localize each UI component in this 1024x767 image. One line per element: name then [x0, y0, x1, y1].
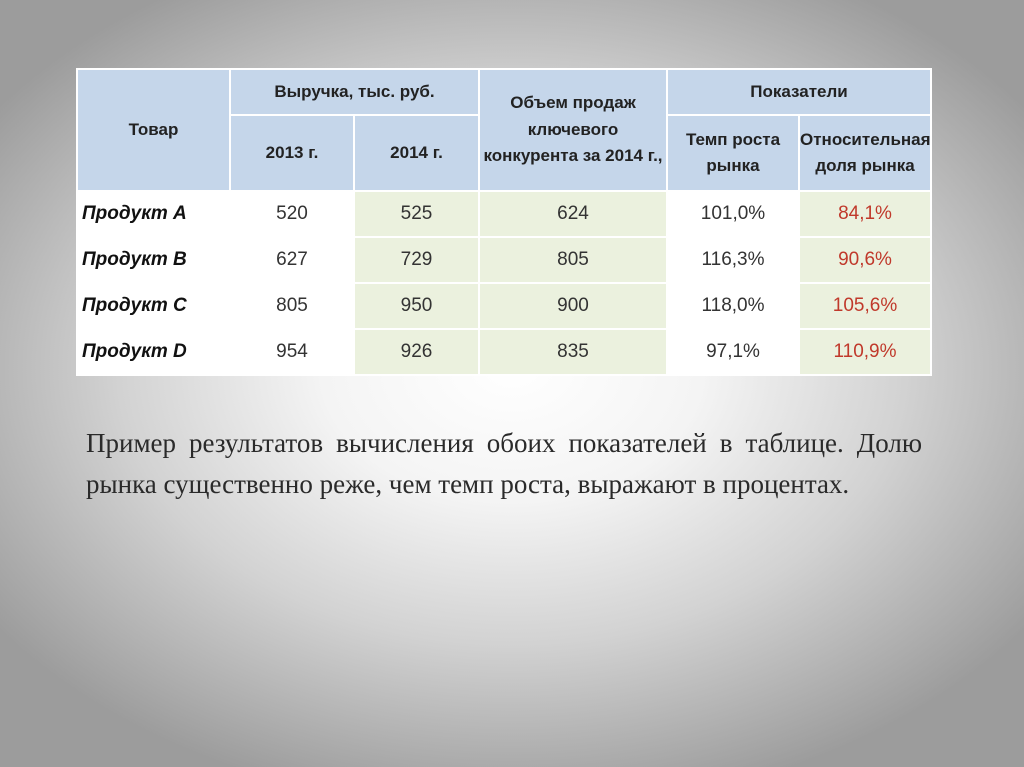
header-year-2013: 2013 г. — [230, 115, 354, 191]
market-share: 105,6% — [799, 283, 931, 329]
header-revenue: Выручка, тыс. руб. — [230, 69, 479, 115]
product-name: Продукт В — [77, 237, 230, 283]
revenue-2013: 520 — [230, 191, 354, 237]
table-row — [77, 329, 931, 375]
product-name: Продукт С — [77, 283, 230, 329]
market-growth: 116,3% — [667, 237, 799, 283]
table-row — [77, 237, 931, 283]
header-year-2014: 2014 г. — [354, 115, 479, 191]
revenue-2014: 525 — [354, 191, 479, 237]
header-share: Относительная доля рынка — [799, 115, 931, 191]
market-growth: 118,0% — [667, 283, 799, 329]
table-row — [77, 191, 931, 237]
caption-text: Пример результатов вычисления обоих показателей в таблице. Долю рынка существенно реже, чем темп роста, выражают в процентах. — [86, 428, 922, 499]
revenue-2014: 729 — [354, 237, 479, 283]
market-growth: 101,0% — [667, 191, 799, 237]
product-name: Продукт D — [77, 329, 230, 375]
header-competitor: Объем продаж ключевого конкурента за 2014 г., — [479, 69, 667, 191]
revenue-2013: 805 — [230, 283, 354, 329]
header-indicators: Показатели — [667, 69, 931, 115]
revenue-2014: 950 — [354, 283, 479, 329]
revenue-2013: 627 — [230, 237, 354, 283]
table-row — [77, 283, 931, 329]
market-share: 90,6% — [799, 237, 931, 283]
competitor-sales: 624 — [479, 191, 667, 237]
market-share: 110,9% — [799, 329, 931, 375]
revenue-2014: 926 — [354, 329, 479, 375]
market-indicators-table — [76, 68, 930, 368]
data-table — [76, 68, 932, 376]
revenue-2013: 954 — [230, 329, 354, 375]
market-growth: 97,1% — [667, 329, 799, 375]
header-product: Товар — [77, 69, 230, 191]
competitor-sales: 900 — [479, 283, 667, 329]
competitor-sales: 805 — [479, 237, 667, 283]
header-growth: Темп роста рынка — [667, 115, 799, 191]
competitor-sales: 835 — [479, 329, 667, 375]
market-share: 84,1% — [799, 191, 931, 237]
product-name: Продукт А — [77, 191, 230, 237]
